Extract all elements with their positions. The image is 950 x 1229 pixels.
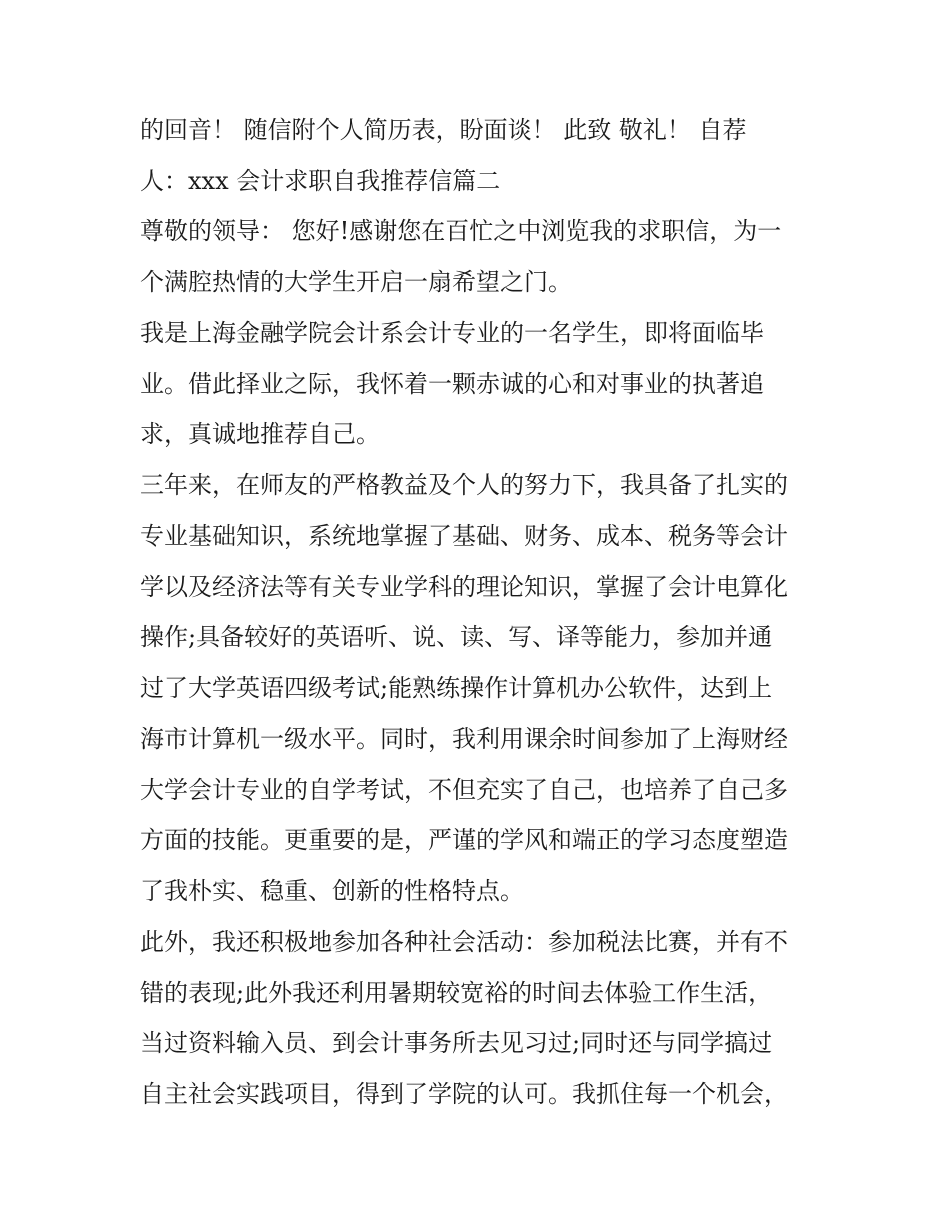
text-line: 此外，我还积极地参加各种社会活动：参加税法比赛，并有不 xyxy=(140,928,788,956)
text-line: 海市计算机一级水平。同时，我利用课余时间参加了上海财经 xyxy=(140,725,788,753)
text-line: 了我朴实、稳重、创新的性格特点。 xyxy=(140,877,524,905)
text-line: 尊敬的领导： 您好!感谢您在百忙之中浏览我的求职信，为一 xyxy=(140,217,782,245)
text-line: 业。借此择业之际，我怀着一颗赤诚的心和对事业的执著追 xyxy=(140,370,764,398)
text-line: 三年来，在师友的严格教益及个人的努力下，我具备了扎实的 xyxy=(140,471,788,499)
text-line: 专业基础知识，系统地掌握了基础、财务、成本、税务等会计 xyxy=(140,522,788,550)
text-line: 操作;具备较好的英语听、说、读、写、译等能力，参加并通 xyxy=(140,623,773,651)
text-line: 方面的技能。更重要的是，严谨的学风和端正的学习态度塑造 xyxy=(140,826,788,854)
text-line: 的回音！ 随信附个人简历表，盼面谈！ 此致 敬礼！ 自荐 xyxy=(140,116,747,144)
text-line: 大学会计专业的自学考试，不但充实了自己，也培养了自己多 xyxy=(140,776,788,804)
text-line: 人：xxx 会计求职自我推荐信篇二 xyxy=(140,167,501,195)
text-line: 错的表现;此外我还利用暑期较宽裕的时间去体验工作生活， xyxy=(140,979,773,1007)
text-line: 过了大学英语四级考试;能熟练操作计算机办公软件，达到上 xyxy=(140,674,773,702)
text-line: 我是上海金融学院会计系会计专业的一名学生，即将面临毕 xyxy=(140,319,764,347)
text-line: 个满腔热情的大学生开启一扇希望之门。 xyxy=(140,268,572,296)
text-line: 自主社会实践项目，得到了学院的认可。我抓住每一个机会， xyxy=(140,1080,788,1108)
text-line: 当过资料输入员、到会计事务所去见习过;同时还与同学搞过 xyxy=(140,1029,773,1057)
text-line: 求，真诚地推荐自己。 xyxy=(140,420,380,448)
text-line: 学以及经济法等有关专业学科的理论知识，掌握了会计电算化 xyxy=(140,573,788,601)
